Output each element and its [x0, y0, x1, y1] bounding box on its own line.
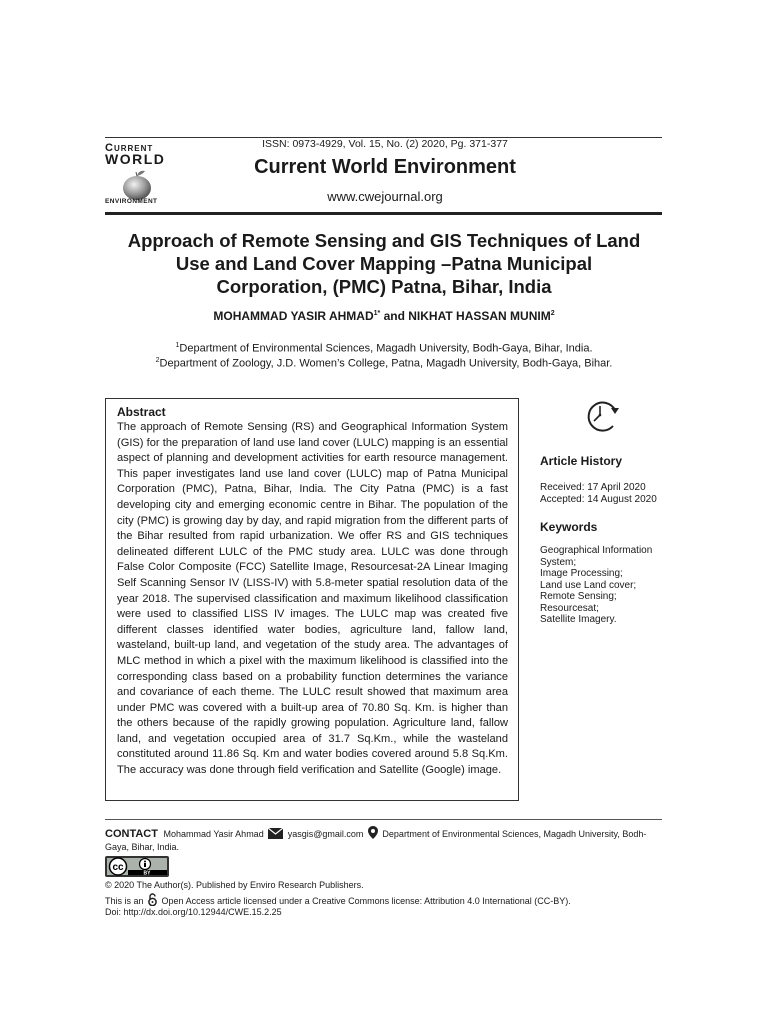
open-access-lock-icon	[148, 893, 157, 906]
keyword-item: Remote Sensing;	[540, 591, 617, 602]
affiliation-1-text: Department of Environmental Sciences, Magadh University, Bodh-Gaya, Bihar, India.	[179, 342, 593, 355]
header-bottom-rule	[105, 212, 662, 215]
clock-history-icon	[582, 397, 622, 433]
abstract-heading: Abstract	[117, 405, 166, 419]
contact-label: CONTACT	[105, 828, 158, 840]
affiliation-1	[105, 342, 663, 355]
footer-rule	[105, 819, 662, 820]
journal-url-link[interactable]: www.cwejournal.org	[327, 189, 443, 204]
cc-label: cc	[112, 862, 124, 873]
logo-text-current: Current	[105, 142, 154, 154]
affiliation-2-text: Department of Zoology, J.D. Women’s College, Patna, Magadh University, Bodh-Gaya, Bihar.	[159, 357, 613, 370]
abstract-text: The approach of Remote Sensing (RS) and Geographical Information System (GIS) for the preparation of land use land cover (LULC) mapping is an essential aspect of planning and development activities for earth resource management. This paper investigates land use land cover (LULC) map of Patna Municipal Corporation (PMC), Patna, Bihar, India. The City Patna (PMC) is a fast developing city and emerging economic centre in Bihar. The population of the city (PMC) is growing day by day, and rapid migration from the different parts of the Bihar resulted from rapid urbanization. We offer RS and GIS techniques delineated different LULC of the PMC study area. LULC was done through False Color Composite (FCC) Satellite Image, Resourcesat-2A Linear Imaging Self Scanning Sensor IV (LISS-IV) with 5.8-meter spatial resolution data of the year 2018. The supervised classification and maximum likelihood classification were used to classified LISS IV images. The LULC map was created five different classes identified water bodies, agriculture land, fallow land, wasteland, built-up land, and vegetation of the study area. The advantages of MLC method in which a pixel with the maximum likelihood is classified into the corresponding class based on a probability function determines the variance and covariance of each theme. The LULC result showed that maximum area under PMC was covered with a built-up area of 70.80 Sq. Km. is higher than the others because of the rapidly growing population. Agriculture land, fallow land, and vegetation occupied area of 31.7 Sq.Km., while the wasteland constituted around 11.86 Sq. Km and water bodies covered around 5.8 Sq.Km. The accuracy was done through field verification and Satellite (Google) image.	[117, 421, 508, 777]
received-date: Received: 17 April 2020	[540, 482, 646, 493]
contact-address: Department of Environmental Sciences, Magadh University, Bodh-Gaya, Bihar, India.	[105, 829, 647, 852]
cc-by-license-badge[interactable]	[105, 856, 169, 877]
open-access-suffix: Open Access article licensed under a Creative Commons license: Attribution 4.0 International (CC-BY).	[161, 896, 571, 906]
article-history-heading: Article History	[540, 454, 623, 468]
copyright-line: © 2020 The Author(s). Published by Enviro Research Publishers.	[105, 880, 364, 890]
keyword-item: Land use Land cover;	[540, 579, 637, 591]
journal-logo	[105, 142, 180, 208]
email-icon	[268, 828, 283, 839]
contact-email[interactable]: yasgis@gmail.com	[287, 829, 364, 839]
author-1-marker: 1*	[373, 310, 381, 317]
author-connector: and	[380, 309, 409, 323]
author-2: NIKHAT HASSAN MUNIM	[408, 309, 551, 323]
author-1: MOHAMMAD YASIR AHMAD	[213, 309, 374, 323]
contact-name: Mohammad Yasir Ahmad	[163, 829, 264, 839]
keywords-list	[540, 545, 665, 626]
affiliation-2	[105, 357, 663, 370]
contact-block	[105, 826, 665, 854]
author-2-marker: 2	[550, 310, 555, 317]
open-access-line	[105, 893, 571, 906]
keyword-item: Resourcesat;	[540, 602, 599, 614]
logo-text-environment: ENVIRONMENT	[105, 198, 158, 205]
issn-line: ISSN: 0973-4929, Vol. 15, No. (2) 2020, Pg. 371-377	[262, 138, 508, 150]
cc-by-badge-graphic	[105, 856, 169, 877]
affiliation-2-marker: 2	[155, 357, 160, 364]
author-line	[105, 309, 663, 323]
logo-text-world: WORLD	[105, 151, 166, 167]
affiliation-1-marker: 1	[175, 342, 180, 349]
abstract-box	[105, 398, 519, 801]
keyword-item: Image Processing;	[540, 568, 623, 579]
location-pin-icon	[368, 826, 378, 839]
globe-apple-icon	[119, 169, 155, 201]
open-access-prefix: This is an	[105, 896, 144, 906]
journal-title: Current World Environment	[254, 156, 516, 178]
keyword-item: Satellite Imagery.	[540, 614, 617, 625]
by-label: BY	[143, 870, 151, 877]
keywords-heading: Keywords	[540, 520, 598, 534]
accepted-date: Accepted: 14 August 2020	[540, 494, 657, 505]
paper-title: Approach of Remote Sensing and GIS Techniques of Land Use and Land Cover Mapping –Patna Municipal Corporation, (PMC) Patna, Bihar, India	[127, 230, 641, 297]
keyword-item: Geographical Information System;	[540, 545, 653, 568]
doi-link[interactable]: Doi: http://dx.doi.org/10.12944/CWE.15.2.25	[105, 907, 282, 917]
